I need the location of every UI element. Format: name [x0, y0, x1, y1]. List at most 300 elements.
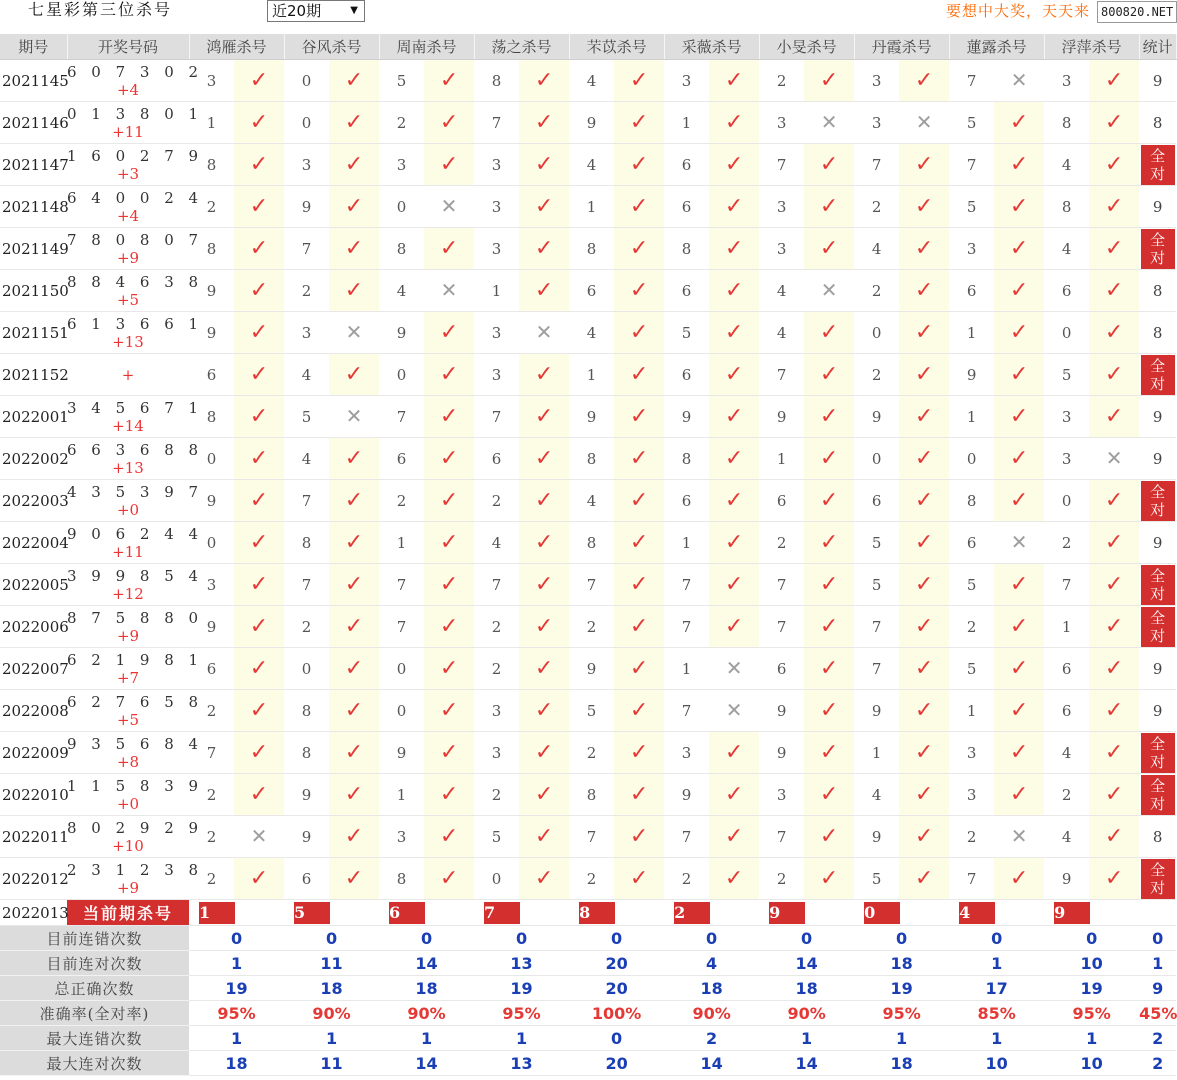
hit-mark [424, 858, 474, 900]
issue-number: 2022010 [0, 774, 67, 816]
current-kill-cell [474, 900, 569, 926]
current-kill-number: 8 [579, 902, 615, 924]
kill-number: 2 [664, 858, 709, 900]
col-header-expert[interactable]: 小旻杀号 [759, 34, 854, 60]
draw-sum: +13 [112, 332, 144, 351]
draw-sum: + [121, 365, 135, 384]
kill-number: 8 [284, 732, 329, 774]
kill-number: 6 [664, 354, 709, 396]
check-icon: ✓ [819, 655, 839, 681]
all-correct-char: 对 [1150, 878, 1166, 897]
kill-number: 7 [664, 606, 709, 648]
kill-number: 3 [474, 228, 519, 270]
col-header-expert[interactable]: 鸿雁杀号 [189, 34, 284, 60]
check-icon: ✓ [914, 319, 934, 345]
cross-icon: ✕ [1010, 68, 1028, 92]
kill-number: 3 [474, 144, 519, 186]
col-header-expert[interactable]: 浮萍杀号 [1044, 34, 1139, 60]
kill-number: 8 [379, 228, 424, 270]
kill-number: 3 [474, 354, 519, 396]
kill-number: 2 [189, 186, 234, 228]
check-icon: ✓ [1009, 739, 1029, 765]
hit-mark [804, 606, 854, 648]
summary-value: 18 [664, 976, 759, 1001]
summary-value: 1 [949, 1026, 1044, 1051]
site-tag[interactable]: 800820.NET [1097, 1, 1177, 23]
check-icon: ✓ [534, 403, 554, 429]
all-correct-char: 对 [1150, 794, 1166, 813]
hit-mark [234, 648, 284, 690]
issue-number: 2022012 [0, 858, 67, 900]
check-icon: ✓ [249, 361, 269, 387]
check-icon: ✓ [534, 445, 554, 471]
summary-value: 1 [284, 1026, 379, 1051]
kill-number: 7 [949, 60, 994, 102]
kill-number: 4 [379, 270, 424, 312]
stat-cell: 8 [1139, 816, 1176, 858]
kill-number: 4 [569, 480, 614, 522]
hit-mark [994, 228, 1044, 270]
stat-cell: 9 [1139, 396, 1176, 438]
hit-mark [329, 606, 379, 648]
kill-number: 6 [664, 270, 709, 312]
kill-number: 7 [759, 606, 804, 648]
check-icon: ✓ [249, 655, 269, 681]
table-row [0, 438, 1176, 480]
hit-mark [519, 144, 569, 186]
table-row [0, 270, 1176, 312]
hit-mark [234, 102, 284, 144]
col-header-expert[interactable]: 荡之杀号 [474, 34, 569, 60]
check-icon: ✓ [819, 445, 839, 471]
kill-number: 0 [379, 354, 424, 396]
kill-number: 4 [1044, 228, 1089, 270]
kill-number: 7 [379, 564, 424, 606]
kill-number: 2 [759, 522, 804, 564]
draw-digits: 6 0 7 3 0 2 [67, 62, 204, 81]
hit-mark [804, 564, 854, 606]
all-correct-char: 对 [1150, 374, 1166, 393]
check-icon: ✓ [1104, 67, 1124, 93]
kill-number: 5 [949, 186, 994, 228]
issue-number: 2022011 [0, 816, 67, 858]
kill-number: 4 [1044, 816, 1089, 858]
col-header-expert[interactable]: 丹霞杀号 [854, 34, 949, 60]
hit-mark [424, 816, 474, 858]
hit-mark [329, 564, 379, 606]
kill-number: 7 [569, 816, 614, 858]
hit-mark [519, 816, 569, 858]
col-header-expert[interactable]: 周南杀号 [379, 34, 474, 60]
kill-number: 3 [189, 60, 234, 102]
kill-number: 3 [949, 228, 994, 270]
draw-digits: 2 3 1 2 3 8 [67, 860, 204, 879]
hit-mark [424, 438, 474, 480]
kill-number: 6 [664, 186, 709, 228]
hit-mark [614, 522, 664, 564]
summary-stat: 1 [1139, 951, 1176, 976]
kill-number: 4 [854, 228, 899, 270]
summary-label: 准确率(全对率) [0, 1001, 189, 1026]
issue-number: 2021149 [0, 228, 67, 270]
kill-number: 6 [759, 648, 804, 690]
issue-number: 2022003 [0, 480, 67, 522]
col-header-expert[interactable]: 芣苡杀号 [569, 34, 664, 60]
check-icon: ✓ [249, 781, 269, 807]
kill-number: 3 [854, 102, 899, 144]
hit-mark [899, 228, 949, 270]
draw-digits: 0 1 3 8 0 1 [67, 104, 204, 123]
check-icon: ✓ [629, 67, 649, 93]
hit-mark [709, 186, 759, 228]
hit-mark [519, 354, 569, 396]
kill-number: 3 [949, 732, 994, 774]
check-icon: ✓ [1009, 865, 1029, 891]
kill-number: 9 [569, 102, 614, 144]
summary-label: 最大连错次数 [0, 1026, 189, 1051]
kill-number: 4 [1044, 144, 1089, 186]
summary-value: 95% [474, 1001, 569, 1026]
draw-cell [67, 270, 204, 312]
check-icon: ✓ [1104, 697, 1124, 723]
stat-cell [1139, 564, 1176, 606]
cross-icon: ✕ [345, 404, 363, 428]
hit-mark [1089, 396, 1139, 438]
check-icon: ✓ [724, 571, 744, 597]
check-icon: ✓ [914, 823, 934, 849]
hit-mark [329, 522, 379, 564]
check-icon: ✓ [1009, 781, 1029, 807]
check-icon: ✓ [819, 319, 839, 345]
check-icon: ✓ [439, 319, 459, 345]
kill-number: 6 [759, 480, 804, 522]
kill-number: 0 [1044, 312, 1089, 354]
col-header-expert[interactable]: 谷风杀号 [284, 34, 379, 60]
cross-icon: ✕ [440, 194, 458, 218]
check-icon: ✓ [819, 781, 839, 807]
check-icon: ✓ [1104, 571, 1124, 597]
kill-number: 8 [379, 858, 424, 900]
hit-mark [709, 396, 759, 438]
hit-mark [614, 732, 664, 774]
stat-cell: 9 [1139, 438, 1176, 480]
check-icon: ✓ [439, 823, 459, 849]
kill-number: 1 [569, 186, 614, 228]
kill-number: 6 [474, 438, 519, 480]
draw-digits: 4 3 5 3 9 7 [67, 482, 204, 501]
kill-number: 6 [189, 648, 234, 690]
hit-mark [899, 648, 949, 690]
check-icon: ✓ [629, 445, 649, 471]
hit-mark [709, 60, 759, 102]
hit-mark [899, 480, 949, 522]
check-icon: ✓ [534, 235, 554, 261]
check-icon: ✓ [534, 487, 554, 513]
summary-value: 2 [664, 1026, 759, 1051]
check-icon: ✓ [249, 529, 269, 555]
hit-mark [424, 144, 474, 186]
kill-number: 1 [854, 732, 899, 774]
hit-mark [709, 564, 759, 606]
stat-cell [1139, 480, 1176, 522]
kill-number: 7 [284, 480, 329, 522]
hit-mark [1089, 60, 1139, 102]
kill-number: 4 [569, 144, 614, 186]
all-correct-char: 对 [1150, 584, 1166, 603]
hit-mark [519, 438, 569, 480]
table-row [0, 690, 1176, 732]
kill-number: 9 [189, 480, 234, 522]
summary-row [0, 1026, 1176, 1051]
hit-mark [994, 186, 1044, 228]
check-icon: ✓ [724, 613, 744, 639]
miss-mark [329, 396, 379, 438]
table-row [0, 606, 1176, 648]
miss-mark [329, 312, 379, 354]
check-icon: ✓ [344, 67, 364, 93]
kill-number: 4 [284, 438, 329, 480]
hit-mark [424, 648, 474, 690]
summary-value: 90% [284, 1001, 379, 1026]
kill-number: 1 [664, 102, 709, 144]
hit-mark [1089, 648, 1139, 690]
hit-mark [994, 102, 1044, 144]
kill-number: 7 [854, 606, 899, 648]
hit-mark [234, 186, 284, 228]
all-correct-badge [1141, 355, 1175, 395]
current-kill-number: 4 [959, 902, 995, 924]
kill-number: 9 [949, 354, 994, 396]
check-icon: ✓ [1009, 277, 1029, 303]
summary-value: 18 [854, 1051, 949, 1076]
hit-mark [899, 816, 949, 858]
summary-value: 0 [379, 926, 474, 951]
kill-number: 9 [664, 774, 709, 816]
summary-value: 18 [189, 1051, 284, 1076]
check-icon: ✓ [724, 235, 744, 261]
hit-mark [899, 732, 949, 774]
check-icon: ✓ [249, 277, 269, 303]
summary-value: 18 [284, 976, 379, 1001]
check-icon: ✓ [534, 781, 554, 807]
all-correct-char: 全 [1150, 356, 1166, 375]
all-correct-char: 对 [1150, 500, 1166, 519]
summary-value: 1 [949, 951, 1044, 976]
kill-number: 0 [189, 522, 234, 564]
kill-number: 5 [949, 102, 994, 144]
kill-number: 3 [949, 774, 994, 816]
col-header-expert[interactable]: 采薇杀号 [664, 34, 759, 60]
col-header-expert[interactable]: 蓮露杀号 [949, 34, 1044, 60]
kill-number: 7 [949, 858, 994, 900]
hit-mark [709, 102, 759, 144]
check-icon: ✓ [629, 277, 649, 303]
current-kill-number: 7 [484, 902, 520, 924]
hit-mark [709, 438, 759, 480]
draw-cell [67, 228, 204, 270]
summary-row [0, 1001, 1176, 1026]
hit-mark [519, 270, 569, 312]
kill-number: 3 [1044, 60, 1089, 102]
table-row [0, 522, 1176, 564]
hit-mark [899, 564, 949, 606]
all-correct-badge [1141, 859, 1175, 899]
table-row [0, 732, 1176, 774]
hit-mark [614, 228, 664, 270]
summary-value: 20 [569, 951, 664, 976]
hit-mark [899, 606, 949, 648]
check-icon: ✓ [914, 445, 934, 471]
check-icon: ✓ [1009, 403, 1029, 429]
hit-mark [614, 354, 664, 396]
hit-mark [614, 270, 664, 312]
check-icon: ✓ [724, 529, 744, 555]
check-icon: ✓ [1104, 403, 1124, 429]
check-icon: ✓ [344, 613, 364, 639]
kill-number: 2 [949, 606, 994, 648]
current-kill-label: 当前期杀号 [67, 900, 189, 926]
hit-mark [614, 564, 664, 606]
kill-number: 9 [854, 690, 899, 732]
hit-mark [614, 144, 664, 186]
hit-mark [424, 564, 474, 606]
draw-sum: +10 [112, 836, 144, 855]
kill-number: 8 [569, 522, 614, 564]
check-icon: ✓ [724, 151, 744, 177]
hit-mark [1089, 144, 1139, 186]
hit-mark [519, 480, 569, 522]
check-icon: ✓ [1009, 151, 1029, 177]
check-icon: ✓ [819, 487, 839, 513]
draw-cell [67, 354, 189, 396]
check-icon: ✓ [724, 67, 744, 93]
kill-number: 1 [1044, 606, 1089, 648]
check-icon: ✓ [724, 823, 744, 849]
draw-sum: +11 [112, 122, 144, 141]
check-icon: ✓ [1104, 277, 1124, 303]
summary-stat: 2 [1139, 1051, 1176, 1076]
period-select[interactable] [267, 0, 365, 22]
kill-number: 0 [379, 186, 424, 228]
summary-value: 90% [664, 1001, 759, 1026]
kill-number: 5 [854, 522, 899, 564]
check-icon: ✓ [439, 697, 459, 723]
kill-number: 4 [1044, 732, 1089, 774]
hit-mark [329, 480, 379, 522]
hit-mark [1089, 564, 1139, 606]
check-icon: ✓ [249, 319, 269, 345]
check-icon: ✓ [439, 613, 459, 639]
kill-number: 8 [284, 690, 329, 732]
miss-mark [1089, 438, 1139, 480]
table-row [0, 60, 1176, 102]
hit-mark [804, 228, 854, 270]
hit-mark [994, 312, 1044, 354]
summary-value: 14 [759, 951, 854, 976]
summary-value: 0 [569, 926, 664, 951]
draw-cell [67, 858, 204, 900]
miss-mark [804, 102, 854, 144]
cross-icon: ✕ [820, 278, 838, 302]
kill-number: 5 [664, 312, 709, 354]
stat-cell: 8 [1139, 102, 1176, 144]
hit-mark [329, 858, 379, 900]
summary-value: 0 [1044, 926, 1139, 951]
check-icon: ✓ [819, 235, 839, 261]
summary-value: 10 [949, 1051, 1044, 1076]
check-icon: ✓ [534, 865, 554, 891]
check-icon: ✓ [914, 529, 934, 555]
check-icon: ✓ [1104, 151, 1124, 177]
check-icon: ✓ [534, 67, 554, 93]
cross-icon: ✕ [1010, 530, 1028, 554]
kill-number: 7 [664, 816, 709, 858]
check-icon: ✓ [1009, 445, 1029, 471]
hit-mark [804, 144, 854, 186]
summary-value: 19 [854, 976, 949, 1001]
kill-number: 7 [189, 732, 234, 774]
hit-mark [709, 144, 759, 186]
check-icon: ✓ [344, 193, 364, 219]
check-icon: ✓ [914, 697, 934, 723]
kill-number: 3 [474, 186, 519, 228]
check-icon: ✓ [1104, 865, 1124, 891]
current-kill-cell [569, 900, 664, 926]
draw-digits: 9 0 6 2 4 4 [67, 524, 204, 543]
hit-mark [994, 606, 1044, 648]
kill-number: 1 [189, 102, 234, 144]
all-correct-char: 全 [1150, 860, 1166, 879]
check-icon: ✓ [914, 487, 934, 513]
draw-sum: +8 [116, 752, 140, 771]
table-row [0, 396, 1176, 438]
current-kill-cell [759, 900, 854, 926]
hit-mark [234, 774, 284, 816]
hit-mark [804, 60, 854, 102]
kill-number: 1 [569, 354, 614, 396]
check-icon: ✓ [534, 697, 554, 723]
hit-mark [994, 438, 1044, 480]
kill-number: 9 [284, 186, 329, 228]
kill-number: 8 [284, 522, 329, 564]
summary-value: 1 [379, 1026, 474, 1051]
kill-number: 2 [284, 270, 329, 312]
stat-cell [1139, 354, 1176, 396]
check-icon: ✓ [249, 571, 269, 597]
kill-number: 3 [189, 564, 234, 606]
summary-label: 目前连对次数 [0, 951, 189, 976]
hit-mark [234, 732, 284, 774]
check-icon: ✓ [534, 277, 554, 303]
kill-number: 3 [284, 144, 329, 186]
check-icon: ✓ [344, 823, 364, 849]
check-icon: ✓ [534, 151, 554, 177]
hit-mark [424, 480, 474, 522]
summary-value: 14 [379, 951, 474, 976]
kill-number: 7 [284, 564, 329, 606]
check-icon: ✓ [344, 697, 364, 723]
kill-number: 2 [474, 774, 519, 816]
kill-number: 2 [189, 858, 234, 900]
check-icon: ✓ [819, 193, 839, 219]
kill-number: 8 [569, 228, 614, 270]
check-icon: ✓ [439, 571, 459, 597]
stat-cell [1139, 228, 1176, 270]
hit-mark [804, 648, 854, 690]
all-correct-char: 全 [1150, 776, 1166, 795]
hit-mark [234, 858, 284, 900]
hit-mark [234, 480, 284, 522]
